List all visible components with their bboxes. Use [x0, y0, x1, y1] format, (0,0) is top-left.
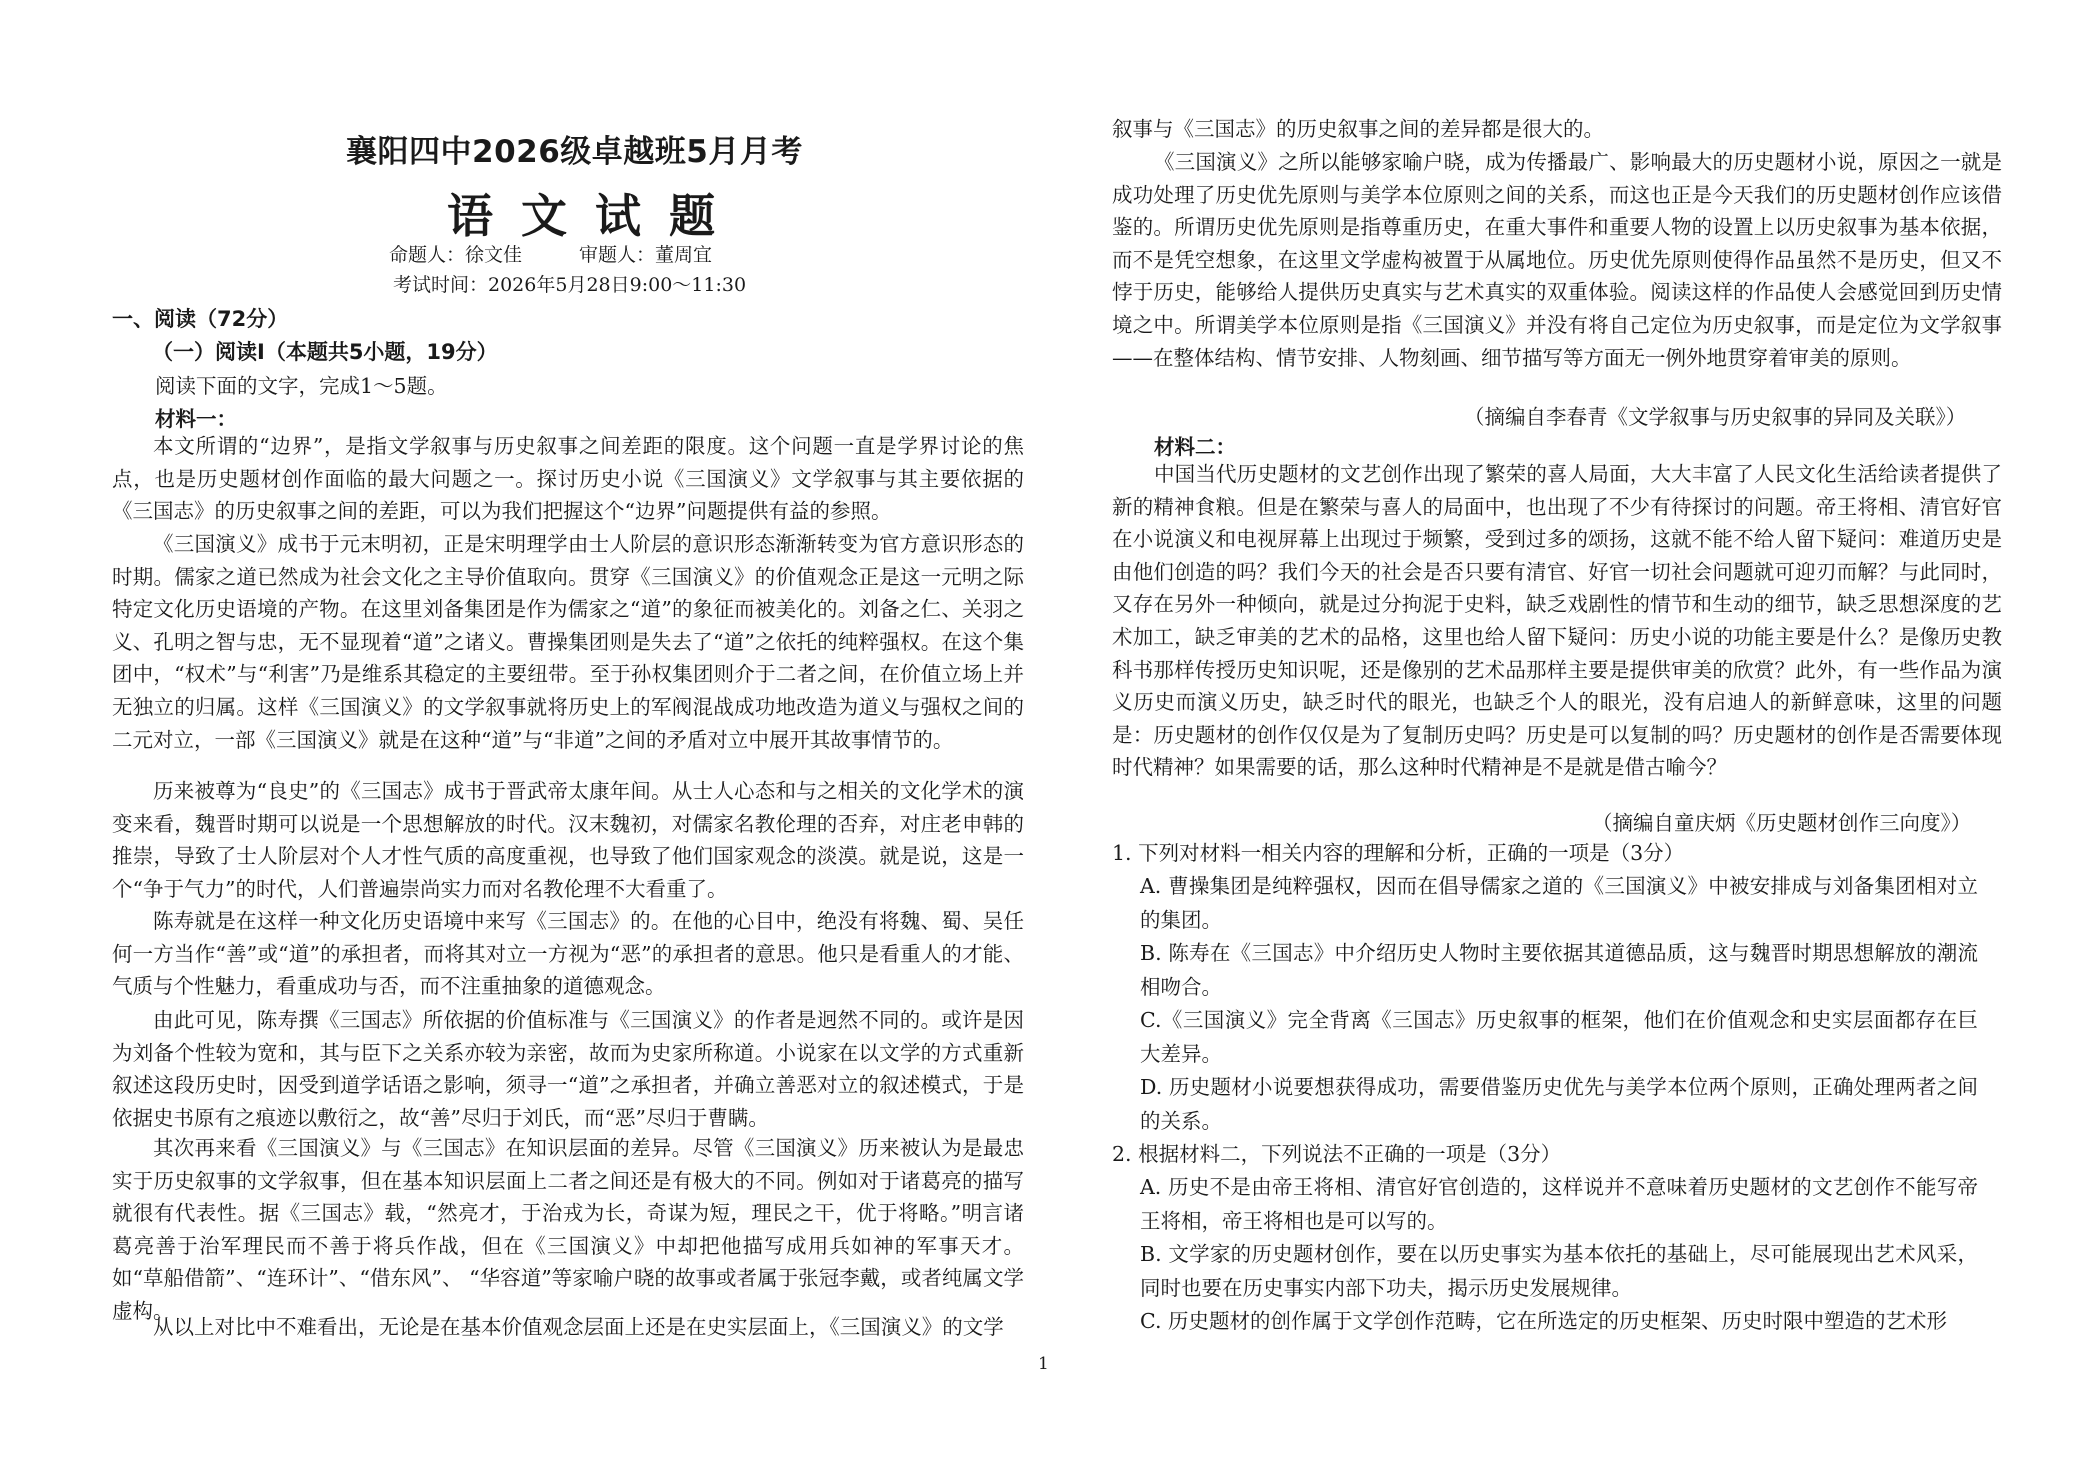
question-2-option-b: B. 文学家的历史题材创作，要在以历史事实为基本依托的基础上，尽可能展现出艺术风采，同时也要在历史事实内部下功夫，揭示历史发展规律。 — [1140, 1242, 1978, 1300]
material1-paragraph-8: 《三国演义》之所以能够家喻户晓，成为传播最广、影响最大的历史题材小说，原因之一就是成功处理了历史优先原则与美学本位原则之间的关系，而这也正是今天我们的历史题材创作应该借鉴的。所谓历史优先原则是指尊重历史，在重大事件和重要人物的设置上以历史叙事为基本依据，而不是凭空想象，在这里文学虚构被置于从属地位。历史优先原则使得作品虽然不是历史，但又不悖于历史，能够给人提供历史真实与艺术真实的双重体验。阅读这样的作品使人会感觉回到历史情境之中。所谓美学本位原则是指《三国演义》并没有将自己定位为历史叙事，而是定位为文学叙事——在整体结构、情节安排、人物刻画、细节描写等方面无一例外地贯穿着审美的原则。 — [1112, 150, 2002, 370]
exam-time: 考试时间：2026年5月28日9:00～11:30 — [393, 274, 747, 296]
question-1-stem: 1. 下列对材料一相关内容的理解和分析，正确的一项是（3分） — [1112, 841, 1685, 865]
section-subtitle: （一）阅读Ⅰ（本题共5小题，19分） — [152, 340, 498, 364]
question-1-option-c: C.《三国演义》完全背离《三国志》历史叙事的框架，他们在价值观念和史实层面都存在巨大差异。 — [1140, 1008, 1978, 1066]
material1-paragraph-6: 其次再来看《三国演义》与《三国志》在知识层面的差异。尽管《三国演义》历来被认为是最忠实于历史叙事的文学叙事，但在基本知识层面上二者之间还是有极大的不同。例如对于诸葛亮的描写就很有代表性。据《三国志》载，“然亮才，于治戎为长，奇谋为短，理民之干，优于将略。”明言诸葛亮善于治军理民而不善于将兵作战，但在《三国演义》中却把他描写成用兵如神的军事天才。如“草船借箭”、“连环计”、“借东风”、 “华容道”等家喻户晓的故事或者属于张冠李戴，或者纯属文学虚构。 — [112, 1136, 1024, 1323]
page-number: 1 — [1038, 1354, 1049, 1374]
material2-paragraph: 中国当代历史题材的文艺创作出现了繁荣的喜人局面，大大丰富了人民文化生活给读者提供了新的精神食粮。但是在繁荣与喜人的局面中，也出现了不少有待探讨的问题。帝王将相、清官好官在小说演义和电视屏幕上出现过于频繁，受到过多的颂扬，这就不能不给人留下疑问：难道历史是由他们创造的吗？我们今天的社会是否只要有清官、好官一切社会问题就可迎刃而解？与此同时，又存在另外一种倾向，就是过分拘泥于史料，缺乏戏剧性的情节和生动的细节，缺乏思想深度的艺术加工，缺乏审美的艺术的品格，这里也给人留下疑问：历史小说的功能主要是什么？是像历史教科书那样传授历史知识呢，还是像别的艺术品那样主要是提供审美的欣赏？此外，有一些作品为演义历史而演义历史，缺乏时代的眼光，也缺乏个人的眼光，没有启迪人的新鲜意味，这里的问题是：历史题材的创作仅仅是为了复制历史吗？历史是可以复制的吗？历史题材的创作是否需要体现时代精神？如果需要的话，那么这种时代精神是不是就是借古喻今？ — [1112, 462, 2002, 780]
question-2-option-c: C. 历史题材的创作属于文学创作范畴，它在所选定的历史框架、历史时限中塑造的艺术形 — [1140, 1309, 1947, 1333]
material1-continuation: 叙事与《三国志》的历史叙事之间的差异都是很大的。 — [1112, 117, 1604, 141]
material1-paragraph-7: 从以上对比中不难看出，无论是在基本价值观念层面上还是在史实层面上，《三国演义》的文学 — [153, 1315, 1004, 1339]
material1-paragraph-2: 《三国演义》成书于元末明初，正是宋明理学由士人阶层的意识形态渐渐转变为官方意识形态的时期。儒家之道已然成为社会文化之主导价值取向。贯穿《三国演义》的价值观念正是这一元明之际特定文化历史语境的产物。在这里刘备集团是作为儒家之“道”的象征而被美化的。刘备之仁、关羽之义、孔明之智与忠，无不显现着“道”之诸义。曹操集团则是失去了“道”之依托的纯粹强权。在这个集团中，“权术”与“利害”乃是维系其稳定的主要纽带。至于孙权集团则介于二者之间，在价值立场上并无独立的归属。这样《三国演义》的文学叙事就将历史上的军阀混战成功地改造为道义与强权之间的二元对立，一部《三国演义》就是在这种“道”与“非道”之间的矛盾对立中展开其故事情节的。 — [112, 532, 1024, 752]
exam-subject-title: 语 文 试 题 — [447, 189, 722, 243]
exam-authors: 命题人：徐文佳 审题人：董周宜 — [389, 244, 713, 266]
material1-paragraph-4: 陈寿就是在这样一种文化历史语境中来写《三国志》的。在他的心目中，绝没有将魏、蜀、吴任何一方当作“善”或“道”的承担者，而将其对立一方视为“恶”的承担者的意思。他只是看重人的才能、气质与个性魅力，看重成功与否，而不注重抽象的道德观念。 — [112, 909, 1024, 999]
question-1-option-b: B. 陈寿在《三国志》中介绍历史人物时主要依据其道德品质，这与魏晋时期思想解放的潮流相吻合。 — [1140, 941, 1978, 999]
exam-school-title: 襄阳四中2026级卓越班5月月考 — [346, 134, 803, 170]
material1-paragraph-3: 历来被尊为“良史”的《三国志》成书于晋武帝太康年间。从士人心态和与之相关的文化学术的演变来看，魏晋时期可以说是一个思想解放的时代。汉末魏初，对儒家名教伦理的否弃，对庄老申韩的推崇，导致了士人阶层对个人才性气质的高度重视，也导致了他们国家观念的淡漠。就是说，这是一个“争于气力”的时代，人们普遍崇尚实力而对名教伦理不大看重了。 — [112, 779, 1024, 901]
question-1-option-a: A. 曹操集团是纯粹强权，因而在倡导儒家之道的《三国演义》中被安排成与刘备集团相对立的集团。 — [1140, 874, 1978, 932]
question-2-option-a: A. 历史不是由帝王将相、清官好官创造的，这样说并不意味着历史题材的文艺创作不能写帝王将相，帝王将相也是可以写的。 — [1140, 1175, 1978, 1233]
material2-label: 材料二： — [1154, 435, 1236, 459]
material1-paragraph-5: 由此可见，陈寿撰《三国志》所依据的价值标准与《三国演义》的作者是迥然不同的。或许是因为刘备个性较为宽和，其与臣下之关系亦较为亲密，故而为史家所称道。小说家在以文学的方式重新叙述这段历史时，因受到道学话语之影响，须寻一“道”之承担者，并确立善恶对立的叙述模式，于是依据史书原有之痕迹以敷衍之，故“善”尽归于刘氏，而“恶”尽归于曹瞒。 — [112, 1008, 1024, 1130]
material1-paragraph-1: 本文所谓的“边界”，是指文学叙事与历史叙事之间差距的限度。这个问题一直是学界讨论的焦点，也是历史题材创作面临的最大问题之一。探讨历史小说《三国演义》文学叙事与其主要依据的《三国志》的历史叙事之间的差距，可以为我们把握这个“边界”问题提供有益的参照。 — [112, 434, 1024, 524]
material1-label: 材料一： — [155, 407, 237, 431]
question-2-stem: 2. 根据材料二，下列说法不正确的一项是（3分） — [1112, 1142, 1562, 1166]
question-1-option-d: D. 历史题材小说要想获得成功，需要借鉴历史优先与美学本位两个原则，正确处理两者之间的关系。 — [1140, 1075, 1978, 1133]
section-instruction: 阅读下面的文字，完成1～5题。 — [155, 374, 448, 398]
section-title: 一、阅读（72分） — [112, 307, 289, 331]
material2-source: （摘编自童庆炳《历史题材创作三向度》） — [1592, 811, 1972, 835]
material1-source: （摘编自李春青《文学叙事与历史叙事的异同及关联》） — [1464, 405, 1967, 429]
